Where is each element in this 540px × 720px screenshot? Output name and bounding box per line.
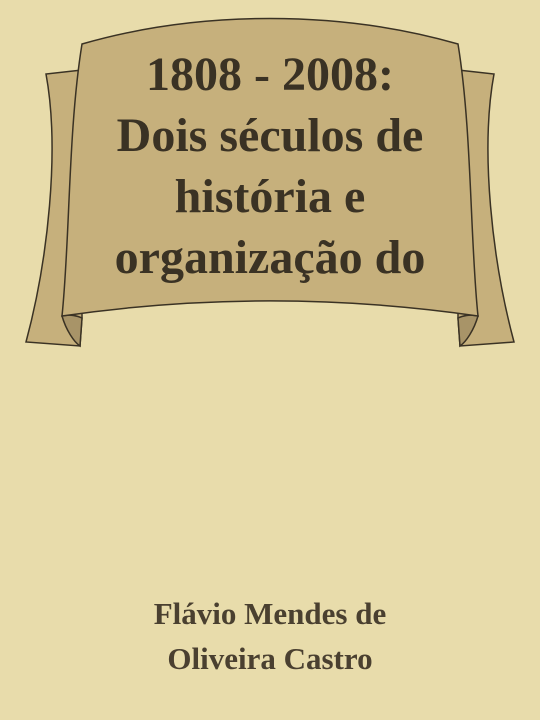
- book-author: [0, 591, 540, 681]
- title-line: organização do: [114, 231, 426, 284]
- author-line: Flávio Mendes de: [153, 596, 387, 631]
- title-line: história e: [174, 170, 366, 223]
- author-line: Oliveira Castro: [167, 641, 373, 676]
- book-title: [80, 44, 460, 288]
- title-line: 1808 - 2008:: [146, 48, 394, 101]
- title-line: Dois séculos de: [116, 109, 424, 162]
